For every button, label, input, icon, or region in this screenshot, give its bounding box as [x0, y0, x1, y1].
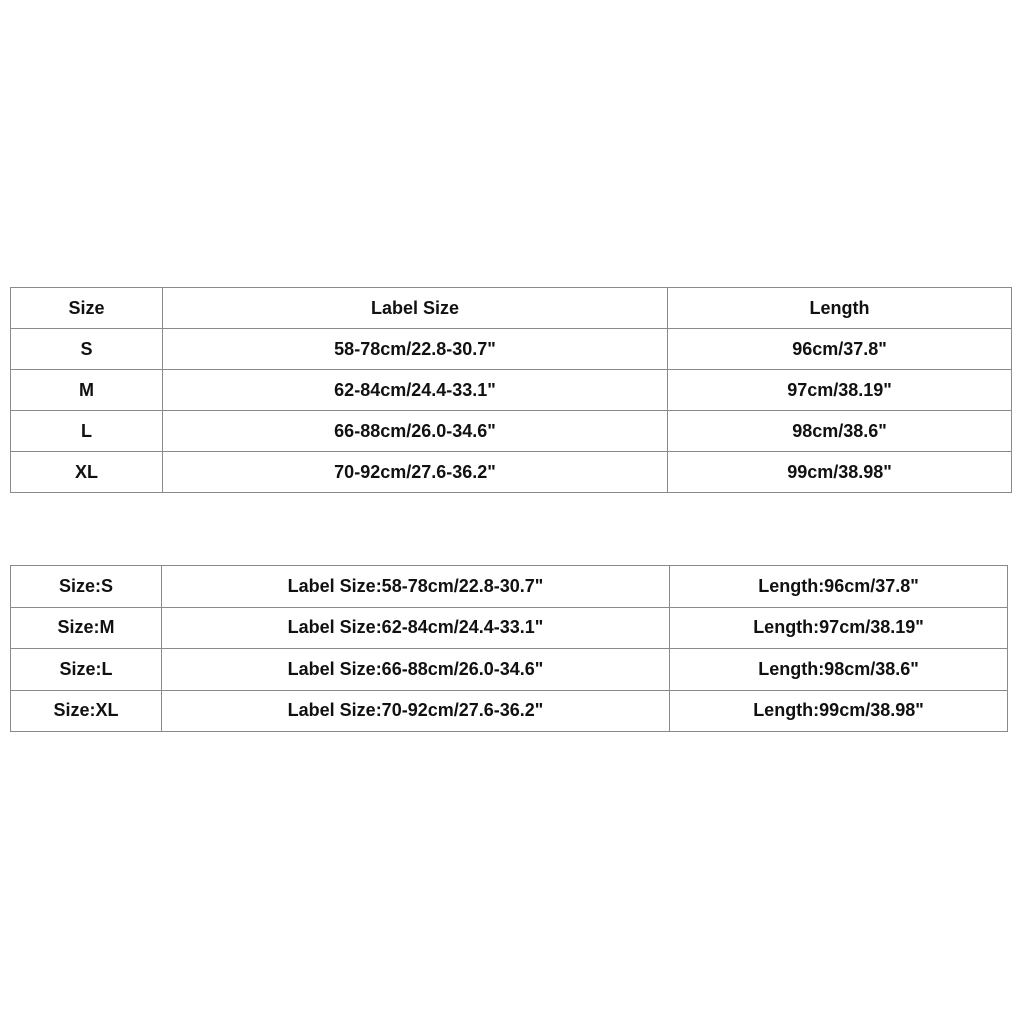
length-cell: 99cm/38.98": [668, 452, 1012, 493]
header-length: Length: [668, 288, 1012, 329]
label-size-cell: 66-88cm/26.0-34.6": [163, 411, 668, 452]
label-size-cell: 58-78cm/22.8-30.7": [163, 329, 668, 370]
size-cell: Size:XL: [11, 690, 162, 732]
table-row: [11, 690, 1008, 732]
label-size-cell: 62-84cm/24.4-33.1": [163, 370, 668, 411]
table-row: [11, 607, 1008, 649]
size-chart-table: [10, 287, 1012, 493]
label-size-cell: Label Size:66-88cm/26.0-34.6": [162, 649, 670, 691]
table-row: [11, 370, 1012, 411]
size-cell: L: [11, 411, 163, 452]
header-size: Size: [11, 288, 163, 329]
size-cell: Size:S: [11, 566, 162, 608]
header-label-size: Label Size: [163, 288, 668, 329]
label-size-cell: Label Size:70-92cm/27.6-36.2": [162, 690, 670, 732]
label-size-cell: Label Size:62-84cm/24.4-33.1": [162, 607, 670, 649]
length-cell: Length:96cm/37.8": [670, 566, 1008, 608]
length-cell: Length:99cm/38.98": [670, 690, 1008, 732]
table-row: [11, 329, 1012, 370]
size-detail-table: [10, 565, 1008, 732]
length-cell: 98cm/38.6": [668, 411, 1012, 452]
size-cell: Size:L: [11, 649, 162, 691]
table-row: [11, 649, 1008, 691]
table-header-row: [11, 288, 1012, 329]
table-row: [11, 566, 1008, 608]
length-cell: Length:97cm/38.19": [670, 607, 1008, 649]
size-cell: M: [11, 370, 163, 411]
label-size-cell: 70-92cm/27.6-36.2": [163, 452, 668, 493]
size-cell: Size:M: [11, 607, 162, 649]
length-cell: 96cm/37.8": [668, 329, 1012, 370]
size-cell: S: [11, 329, 163, 370]
table-row: [11, 452, 1012, 493]
length-cell: 97cm/38.19": [668, 370, 1012, 411]
label-size-cell: Label Size:58-78cm/22.8-30.7": [162, 566, 670, 608]
length-cell: Length:98cm/38.6": [670, 649, 1008, 691]
table-row: [11, 411, 1012, 452]
size-cell: XL: [11, 452, 163, 493]
